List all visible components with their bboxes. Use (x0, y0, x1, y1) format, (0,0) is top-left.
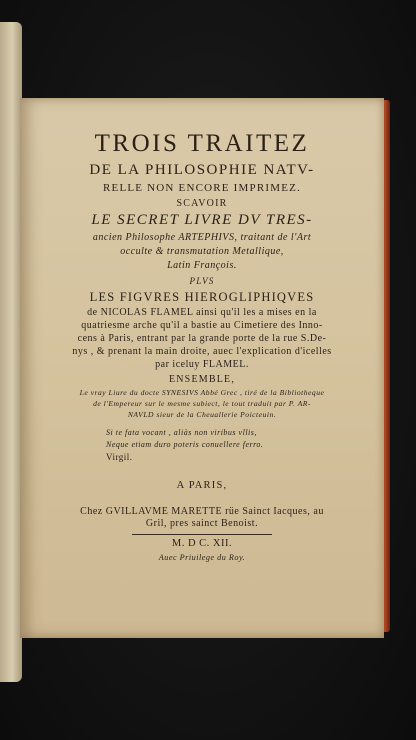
imprint-place: A PARIS, (176, 480, 228, 491)
synesius-line-1: Le vray Liure du docte SYNESIVS Abbé Grec , tiré de la Bibliotheque (79, 388, 325, 397)
secret-line-3: occulte & transmutation Metallique, (120, 246, 284, 257)
verse-attribution: Virgil. (106, 452, 133, 462)
figures-line-1: LES FIGVRES HIEROGLIPHIQVES (89, 290, 315, 304)
title-page (20, 98, 384, 638)
secret-line-2: ancien Philosophe ARTEPHIVS, traitant de l'Art (92, 232, 312, 243)
figures-line-5: nys , & prenant la main droite, auec l'explication d'icelles (72, 346, 332, 357)
verse-line-1: Si te fata vocant , aliàs non viribus vllis, (106, 428, 257, 437)
verse-line-2: Neque etiam duro poteris conuellere ferro. (106, 440, 264, 449)
title-line-2: DE LA PHILOSOPHIE NATV- (89, 162, 315, 178)
figures-line-6: par iceluy FLAMEL. (155, 359, 249, 370)
divider-rule (132, 534, 272, 535)
ensemble-heading: ENSEMBLE, (168, 374, 236, 385)
secret-line-4: Latin François. (167, 260, 237, 271)
plus-heading: PLVS (189, 276, 215, 286)
synesius-line-2: de l'Empereur sur le mesme subiect, le tout traduit par P. AR- (93, 399, 311, 408)
privilege-notice: Auec Priuilege du Roy. (158, 553, 246, 562)
book-spine-edge (0, 22, 22, 682)
printer-line-2: Gril, pres sainct Benoist. (145, 518, 259, 529)
title-line-3: RELLE NON ENCORE IMPRIMEZ. (102, 182, 302, 194)
title-line-1: TROIS TRAITEZ (94, 130, 310, 157)
synesius-line-3: NAVLD sieur de la Cheuallerie Poicteuin. (127, 410, 277, 419)
scavoir-heading: SCAVOIR (176, 198, 228, 209)
figures-line-4: cens à Paris, entrant par la grande porte de la rue S.De- (77, 333, 327, 344)
secret-line-1: LE SECRET LIVRE DV TRES- (91, 212, 313, 228)
figures-line-3: quatriesme arche qu'il a bastie au Cimetiere des Inno- (81, 320, 323, 331)
imprint-year: M. D C. XII. (171, 538, 233, 549)
figures-line-2: de NICOLAS FLAMEL ainsi qu'il les a mises en la (87, 307, 317, 318)
printer-line-1: Chez GVILLAVME MARETTE rüe Sainct Iacques, au (80, 506, 324, 517)
